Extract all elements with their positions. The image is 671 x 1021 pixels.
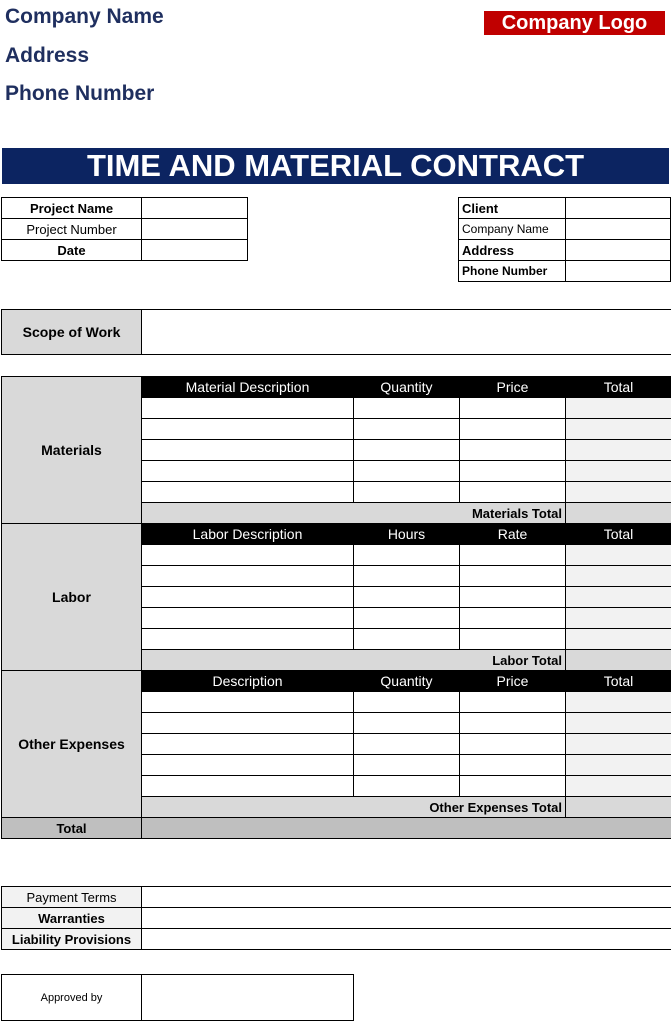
other-qty-cell[interactable] [354, 692, 460, 713]
other-desc-cell[interactable] [142, 713, 354, 734]
terms-table [1, 886, 671, 950]
labor-header-total: Total [566, 524, 671, 545]
material-price-cell[interactable] [460, 440, 566, 461]
material-qty-cell[interactable] [354, 440, 460, 461]
other-total-cell [566, 713, 671, 734]
other-price-cell[interactable] [460, 734, 566, 755]
other-desc-cell[interactable] [142, 755, 354, 776]
labor-desc-cell[interactable] [142, 545, 354, 566]
other-total-cell [566, 755, 671, 776]
material-total-cell [566, 482, 671, 503]
other-total-cell [566, 692, 671, 713]
materials-header-qty: Quantity [354, 377, 460, 398]
material-desc-cell[interactable] [142, 419, 354, 440]
other-total-value [566, 797, 671, 818]
labor-rate-cell[interactable] [460, 587, 566, 608]
other-header-desc: Description [142, 671, 354, 692]
approval-table [1, 974, 354, 1021]
labor-hours-cell[interactable] [354, 587, 460, 608]
contract-title: TIME AND MATERIAL CONTRACT [2, 148, 669, 184]
material-price-cell[interactable] [460, 461, 566, 482]
labor-desc-cell[interactable] [142, 608, 354, 629]
liability-field[interactable] [142, 929, 671, 950]
grand-total-label: Total [2, 818, 142, 839]
materials-header-desc: Material Description [142, 377, 354, 398]
client-address-label: Address [459, 240, 566, 261]
approved-by-label: Approved by [2, 975, 142, 1021]
other-total-cell [566, 776, 671, 797]
other-desc-cell[interactable] [142, 734, 354, 755]
labor-total-cell [566, 566, 671, 587]
client-phone-label: Phone Number [459, 261, 566, 282]
company-phone: Phone Number [5, 82, 154, 106]
payment-terms-label: Payment Terms [2, 887, 142, 908]
materials-section-label: Materials [2, 377, 142, 524]
grand-total-value [142, 818, 671, 839]
project-info-table [1, 197, 248, 261]
other-qty-cell[interactable] [354, 776, 460, 797]
project-name-field[interactable] [142, 198, 248, 219]
material-total-cell [566, 440, 671, 461]
material-price-cell[interactable] [460, 482, 566, 503]
material-price-cell[interactable] [460, 398, 566, 419]
company-logo: Company Logo [484, 11, 665, 35]
labor-rate-cell[interactable] [460, 608, 566, 629]
labor-hours-cell[interactable] [354, 566, 460, 587]
labor-total-cell [566, 587, 671, 608]
project-number-label: Project Number [2, 219, 142, 240]
labor-total-cell [566, 608, 671, 629]
material-total-cell [566, 461, 671, 482]
labor-desc-cell[interactable] [142, 587, 354, 608]
material-desc-cell[interactable] [142, 398, 354, 419]
other-price-cell[interactable] [460, 776, 566, 797]
company-name: Company Name [5, 5, 164, 29]
other-header-price: Price [460, 671, 566, 692]
project-number-field[interactable] [142, 219, 248, 240]
warranties-field[interactable] [142, 908, 671, 929]
labor-hours-cell[interactable] [354, 545, 460, 566]
labor-total-value [566, 650, 671, 671]
other-price-cell[interactable] [460, 755, 566, 776]
other-desc-cell[interactable] [142, 692, 354, 713]
material-qty-cell[interactable] [354, 461, 460, 482]
other-price-cell[interactable] [460, 692, 566, 713]
material-total-cell [566, 419, 671, 440]
other-qty-cell[interactable] [354, 755, 460, 776]
labor-total-cell [566, 629, 671, 650]
scope-label: Scope of Work [2, 310, 142, 355]
material-qty-cell[interactable] [354, 419, 460, 440]
warranties-label: Warranties [2, 908, 142, 929]
material-price-cell[interactable] [460, 419, 566, 440]
other-qty-cell[interactable] [354, 734, 460, 755]
materials-total-label: Materials Total [142, 503, 566, 524]
other-section-label: Other Expenses [2, 671, 142, 818]
other-total-cell [566, 734, 671, 755]
labor-desc-cell[interactable] [142, 566, 354, 587]
client-company-label: Company Name [459, 219, 566, 240]
cost-table [1, 376, 671, 839]
other-desc-cell[interactable] [142, 776, 354, 797]
other-qty-cell[interactable] [354, 713, 460, 734]
materials-total-value [566, 503, 671, 524]
client-address-field[interactable] [566, 240, 671, 261]
materials-header-total: Total [566, 377, 671, 398]
labor-header-desc: Labor Description [142, 524, 354, 545]
liability-label: Liability Provisions [2, 929, 142, 950]
labor-total-cell [566, 545, 671, 566]
client-info-table [458, 197, 671, 282]
material-total-cell [566, 398, 671, 419]
labor-total-label: Labor Total [142, 650, 566, 671]
client-phone-field[interactable] [566, 261, 671, 282]
material-desc-cell[interactable] [142, 440, 354, 461]
client-label: Client [459, 198, 566, 219]
labor-section-label: Labor [2, 524, 142, 671]
other-price-cell[interactable] [460, 713, 566, 734]
approved-by-field[interactable] [142, 975, 354, 1021]
other-total-label: Other Expenses Total [142, 797, 566, 818]
material-qty-cell[interactable] [354, 398, 460, 419]
other-header-qty: Quantity [354, 671, 460, 692]
date-label: Date [2, 240, 142, 261]
material-qty-cell[interactable] [354, 482, 460, 503]
labor-hours-cell[interactable] [354, 629, 460, 650]
material-desc-cell[interactable] [142, 461, 354, 482]
labor-rate-cell[interactable] [460, 566, 566, 587]
labor-desc-cell[interactable] [142, 629, 354, 650]
client-field[interactable] [566, 198, 671, 219]
company-address: Address [5, 44, 89, 68]
materials-header-price: Price [460, 377, 566, 398]
labor-hours-cell[interactable] [354, 608, 460, 629]
payment-terms-field[interactable] [142, 887, 671, 908]
labor-header-rate: Rate [460, 524, 566, 545]
labor-rate-cell[interactable] [460, 629, 566, 650]
project-name-label: Project Name [2, 198, 142, 219]
scope-table [1, 309, 671, 355]
other-header-total: Total [566, 671, 671, 692]
labor-rate-cell[interactable] [460, 545, 566, 566]
material-desc-cell[interactable] [142, 482, 354, 503]
client-company-field[interactable] [566, 219, 671, 240]
labor-header-hours: Hours [354, 524, 460, 545]
date-field[interactable] [142, 240, 248, 261]
scope-field[interactable] [142, 310, 671, 355]
